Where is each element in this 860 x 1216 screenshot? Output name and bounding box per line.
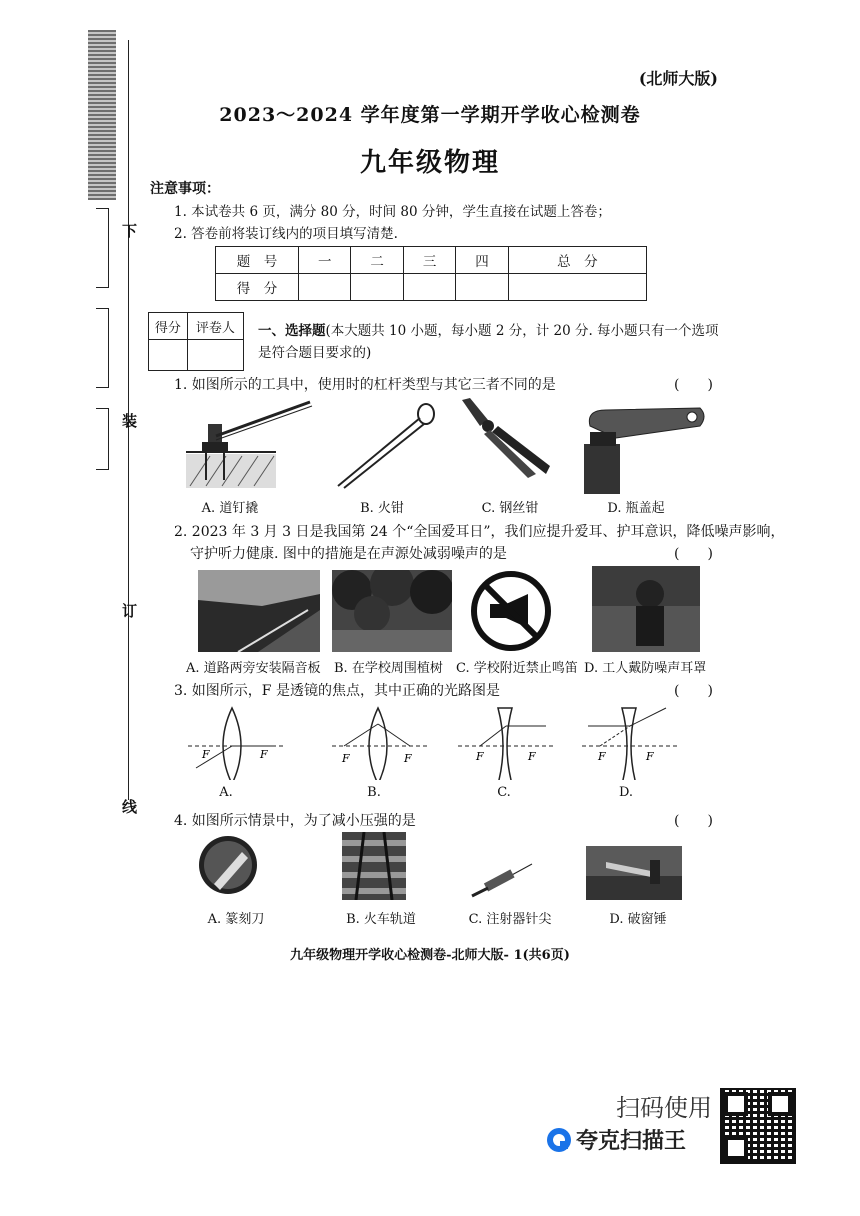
option-d[interactable]: D. 破窗锤	[609, 912, 667, 927]
score-cell[interactable]	[351, 274, 403, 301]
lens-diagram-c	[458, 706, 554, 780]
score-header: 二	[351, 247, 403, 274]
option-b[interactable]: B.	[367, 785, 381, 800]
score-cell[interactable]	[403, 274, 455, 301]
option-c[interactable]: C.	[497, 785, 511, 800]
question-4-text: 4. 如图所示情景中，为了减小压强的是	[174, 813, 416, 829]
question-1-text: 1. 如图所示的工具中，使用时的杠杆类型与其它三者不同的是	[174, 377, 556, 393]
section-title: 一、选择题	[258, 323, 326, 339]
subject-title: 九年级物理	[359, 148, 500, 178]
grader-name-cell[interactable]	[187, 340, 243, 371]
section-desc: (本大题共 10 小题，每小题 2 分，计 20 分. 每小题只有一个选项是符合题目要求的)	[258, 323, 719, 361]
answer-paren[interactable]: ( )	[674, 546, 713, 562]
option-c[interactable]: C. 钢丝钳	[481, 501, 539, 516]
question-3-text: 3. 如图所示，F 是透镜的焦点，其中正确的光路图是	[174, 683, 500, 699]
focus-label: F	[202, 748, 210, 761]
qr-code-icon[interactable]	[720, 1088, 796, 1164]
window-hammer-photo	[586, 846, 682, 900]
option-a[interactable]: A. 篆刻刀	[207, 912, 265, 927]
scanner-brand-name: 夸克扫描王	[576, 1129, 687, 1154]
trees-photo	[332, 570, 452, 652]
track-spike-lever-figure	[186, 396, 316, 488]
binding-char: 下	[122, 222, 138, 240]
answer-paren[interactable]: ( )	[674, 683, 713, 699]
notes-label: 注意事项：	[150, 181, 220, 197]
score-header: 三	[403, 247, 455, 274]
quark-logo-icon	[546, 1127, 572, 1153]
option-d[interactable]: D. 工人戴防噪声耳罩	[584, 661, 707, 676]
option-a[interactable]: A.	[219, 785, 233, 800]
option-b[interactable]: B. 在学校周围植树	[334, 661, 443, 676]
grader-box	[148, 312, 244, 371]
score-header: 总 分	[508, 247, 646, 274]
lens-diagram-a	[188, 706, 284, 780]
syringe-figure	[470, 862, 534, 898]
score-table	[215, 246, 647, 301]
ear-muffs-photo	[592, 566, 700, 652]
grader-name-label: 评卷人	[187, 313, 243, 340]
focus-label: F	[260, 748, 268, 761]
answer-paren[interactable]: ( )	[674, 377, 713, 393]
score-cell[interactable]	[299, 274, 351, 301]
binding-bracket	[96, 308, 109, 388]
focus-label: F	[342, 752, 350, 765]
scanner-brand	[546, 1124, 686, 1155]
train-track-photo	[342, 832, 406, 900]
page-footer: 九年级物理开学收心检测卷-北师大版- 1(共6页)	[290, 948, 570, 963]
grader-score-cell[interactable]	[149, 340, 188, 371]
lens-diagram-b	[332, 706, 428, 780]
focus-label: F	[598, 750, 606, 763]
option-c[interactable]: C. 学校附近禁止鸣笛	[456, 661, 578, 676]
score-header: 四	[456, 247, 508, 274]
score-cell[interactable]	[456, 274, 508, 301]
no-honking-sign	[470, 570, 552, 652]
focus-label: F	[476, 750, 484, 763]
pliers-figure	[458, 396, 554, 480]
section-heading	[258, 320, 728, 364]
focus-label: F	[646, 750, 654, 763]
option-b[interactable]: B. 火钳	[360, 501, 404, 516]
binding-bracket	[96, 208, 109, 288]
note-item: 2. 答卷前将装订线内的项目填写清楚.	[174, 226, 398, 242]
question-2-text: 2. 2023 年 3 月 3 日是我国第 24 个“全国爱耳日”，我们应提升爱耳、护耳意识，降低噪声影响，	[174, 524, 785, 540]
grader-score-label: 得分	[149, 313, 188, 340]
fire-tongs-figure	[334, 400, 438, 490]
option-d[interactable]: D.	[618, 785, 634, 800]
bottle-opener-figure	[576, 404, 710, 494]
binding-char: 线	[122, 798, 138, 816]
answer-paren[interactable]: ( )	[674, 813, 713, 829]
option-d[interactable]: D. 瓶盖起	[607, 501, 665, 516]
edition-label: (北师大版)	[638, 69, 718, 88]
carving-knife-photo	[198, 834, 258, 896]
score-cell[interactable]	[508, 274, 646, 301]
option-a[interactable]: A. 道钉撬	[201, 501, 259, 516]
note-item: 1. 本试卷共 6 页，满分 80 分，时间 80 分钟，学生直接在试题上答卷；	[174, 204, 611, 220]
score-header: 题 号	[216, 247, 299, 274]
focus-label: F	[528, 750, 536, 763]
option-b[interactable]: B. 火车轨道	[346, 912, 416, 927]
sound-barrier-photo	[198, 570, 320, 652]
binding-bracket	[96, 408, 109, 470]
lens-diagram-d	[582, 706, 678, 780]
option-a[interactable]: A. 道路两旁安装隔音板	[186, 661, 321, 676]
scan-action-text: 扫码使用	[616, 1094, 712, 1122]
focus-label: F	[404, 752, 412, 765]
binding-char: 订	[122, 602, 138, 620]
option-c[interactable]: C. 注射器针尖	[468, 912, 552, 927]
question-2-text-cont: 守护听力健康. 图中的措施是在声源处减弱噪声的是	[190, 546, 507, 562]
score-row-label: 得 分	[216, 274, 299, 301]
binding-char: 装	[122, 412, 138, 430]
score-header: 一	[299, 247, 351, 274]
exam-title: 2023～2024 学年度第一学期开学收心检测卷	[219, 104, 641, 126]
